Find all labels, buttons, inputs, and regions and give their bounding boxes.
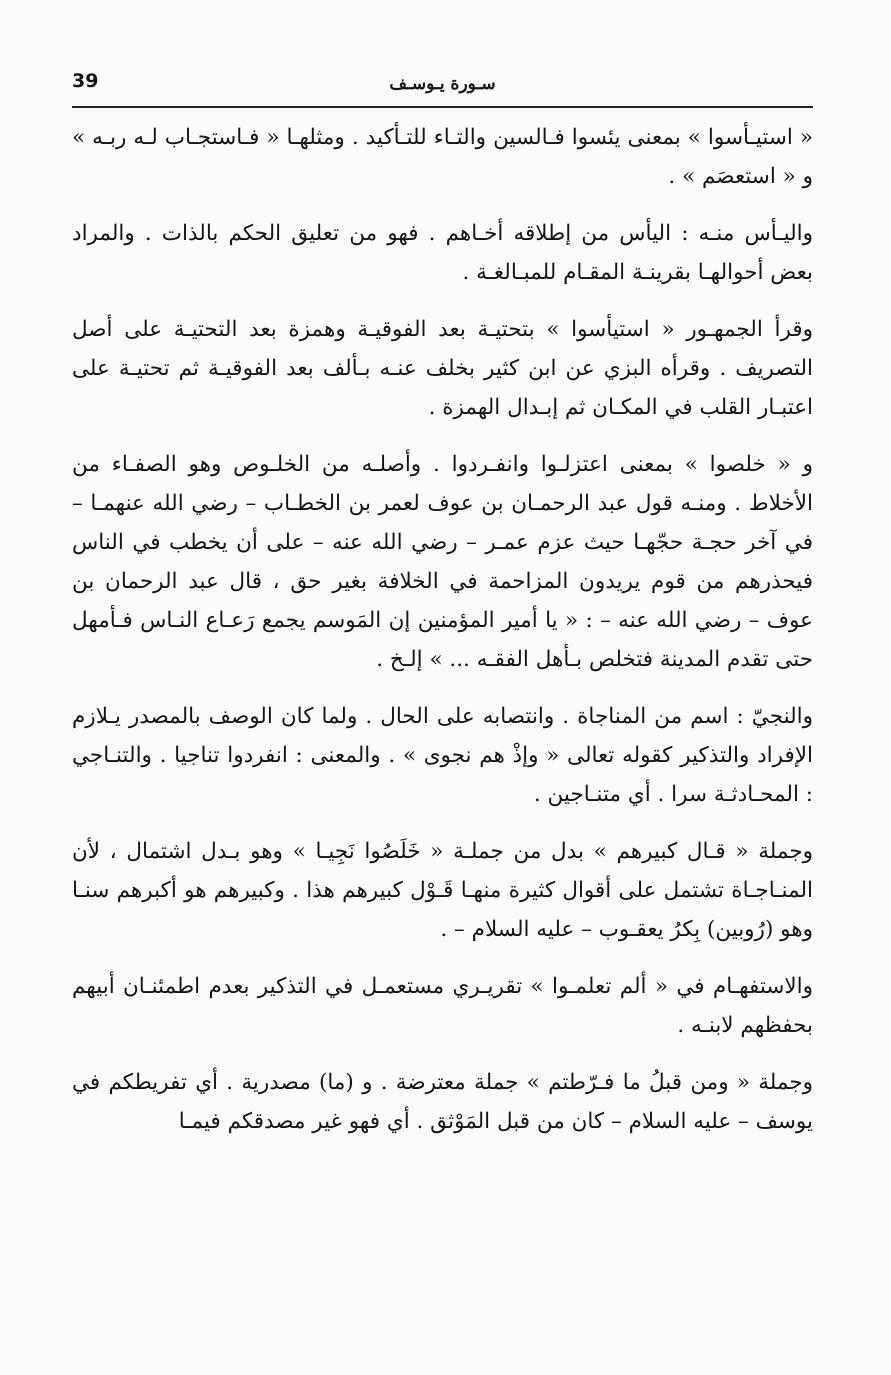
paragraph: و « خلصوا » بمعنى اعتزلـوا وانفـردوا . وأصلـه من الخلـوص وهو الصفـاء من الأخلاط . ومنـه قول عبد الرحمـان بن عوف لعمر بن الخطـاب – رضي الله عنهمـا – في آخر حجـة حجّهـا حيث عزم عمـر – رضي الله عنه – على أن يخطب في الناس فيحذرهم من قوم يريدون المزاحمة في الخلافة بغير حق ، قال عبد الرحمان بن عوف – رضي الله عنه – : « يا أمير المؤمنين إن المَوسم يجمع رَعـاع النـاس فـأمهل حتى تقدم المدينة فتخلص بـأهل الفقـه ... » إلـخ . bbox=[72, 452, 813, 672]
running-title: سـورة يـوسـف bbox=[389, 74, 496, 94]
paragraph: وجملة « قـال كبيرهم » بدل من جملـة « خَلَصُوا نَجِيـا » وهو بـدل اشتمال ، لأن المنـاجـاة تشتمل على أقوال كثيرة منهـا قَـوْل كبيرهم هذا . وكبيرهم هو أكبرهم سنـا وهو (رُوبين) بِكرُ يعقـوب – عليه السلام – . bbox=[72, 839, 813, 942]
paragraph: وقرأ الجمهـور « استيأسوا » بتحتيـة بعد الفوقيـة وهمزة بعد التحتيـة على أصل التصريف . وقرأه البزي عن ابن كثير بخلف عنـه بـألف بعد الفوقيـة ثم تحتيـة على اعتبـار القلب في المكـان ثم إبـدال الهمزة . bbox=[72, 317, 813, 420]
page-header bbox=[72, 66, 813, 108]
paragraph: وجملة « ومن قبلُ ما فـرّطتم » جملة معترضة . و (ما) مصدرية . أي تفريطكم في يوسف – عليه السلام – كان من قبل المَوْثق . أي فهو غير مصدقكم فيمـا bbox=[72, 1070, 813, 1134]
paragraph: « استيـأسوا » بمعنى يئسوا فـالسين والتـاء للتـأكيد . ومثلهـا « فـاستجـاب لـه ربـه » و « استعصَم » . bbox=[72, 125, 813, 189]
page-number: 39 bbox=[72, 70, 99, 92]
paragraph: واليـأس منـه : اليأس من إطلاقه أخـاهم . فهو من تعليق الحكم بالذات . والمراد بعض أحوالهـا بقرينـة المقـام للمبـالغـة . bbox=[72, 221, 813, 285]
paragraph: والنجيّ : اسم من المناجاة . وانتصابه على الحال . ولما كان الوصف بالمصدر يـلازم الإفراد والتذكير كقوله تعالى « وإذْ هم نجوى » . والمعنى : انفردوا تناجيا . والتنـاجي : المحـادثـة سرا . أي متنـاجين . bbox=[72, 704, 813, 807]
page-body bbox=[72, 118, 813, 1159]
paragraph: والاستفهـام في « ألم تعلمـوا » تقريـري مستعمـل في التذكير بعدم اطمئنـان أبيهم بحفظهم لابنـه . bbox=[72, 974, 813, 1038]
